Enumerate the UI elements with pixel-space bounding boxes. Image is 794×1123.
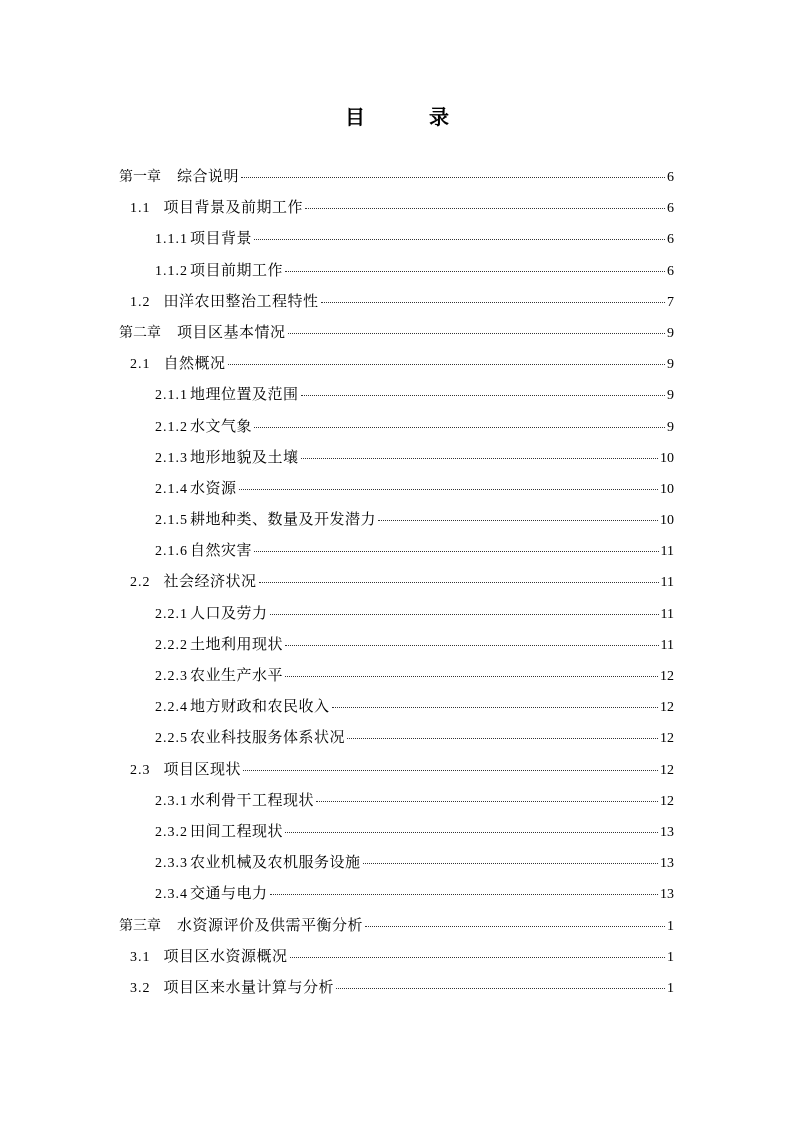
toc-entry-number: 2.2.4 — [155, 700, 188, 716]
toc-entry-number: 2.1.4 — [155, 481, 188, 497]
toc-entry-title: 地理位置及范围 — [190, 385, 299, 404]
toc-dot-leader — [378, 520, 658, 521]
toc-entry[interactable] — [119, 691, 674, 722]
toc-page-number: 6 — [667, 263, 674, 279]
toc-dot-leader — [336, 988, 665, 989]
toc-entry[interactable] — [119, 754, 674, 785]
toc-entry[interactable] — [119, 629, 674, 660]
toc-entry[interactable] — [119, 910, 674, 941]
toc-entry-heading — [155, 785, 314, 817]
toc-dot-leader — [254, 551, 659, 552]
toc-entry[interactable] — [119, 192, 674, 223]
toc-entry[interactable] — [119, 348, 674, 379]
toc-page-number: 12 — [660, 669, 674, 684]
toc-entry[interactable] — [119, 847, 674, 878]
toc-page-number: 1 — [667, 980, 674, 996]
toc-page-number: 10 — [660, 450, 674, 466]
toc-page-number: 10 — [660, 513, 674, 529]
toc-entry-number: 2.3.4 — [155, 887, 188, 903]
toc-entry-title: 项目背景及前期工作 — [163, 198, 304, 217]
toc-entry-heading — [155, 442, 299, 474]
toc-page-number: 9 — [667, 419, 674, 435]
toc-entry-number: 2.2.5 — [155, 731, 188, 747]
toc-entry[interactable] — [119, 785, 674, 816]
toc-entry-number: 2.1.2 — [155, 419, 188, 435]
toc-entry[interactable] — [119, 223, 674, 254]
toc-dot-leader — [301, 395, 665, 396]
toc-entry-heading — [130, 941, 288, 973]
toc-page-number: 13 — [660, 887, 674, 903]
toc-dot-leader — [243, 770, 658, 771]
toc-dot-leader — [301, 458, 658, 459]
toc-dot-leader — [285, 645, 659, 646]
toc-entry-title: 项目前期工作 — [190, 260, 284, 279]
toc-entry-title: 农业生产水平 — [190, 666, 284, 684]
toc-entry-heading — [155, 878, 268, 910]
toc-entry-title: 水文气象 — [190, 416, 253, 435]
toc-page-number: 13 — [660, 824, 674, 840]
toc-entry[interactable] — [119, 442, 674, 473]
toc-dot-leader — [316, 801, 658, 802]
toc-entry[interactable] — [119, 411, 674, 442]
toc-entry[interactable] — [119, 722, 674, 753]
toc-page-number: 6 — [667, 170, 674, 185]
toc-title: 目 录 — [345, 105, 471, 129]
toc-entry-heading — [130, 754, 241, 786]
toc-entry-heading — [155, 473, 237, 505]
toc-entry-title: 自然概况 — [163, 354, 226, 373]
toc-entry-number: 2.3.1 — [155, 793, 188, 809]
toc-entry-heading — [155, 847, 361, 879]
toc-dot-leader — [254, 427, 665, 428]
toc-entry[interactable] — [119, 535, 674, 566]
toc-page-number: 11 — [660, 637, 674, 653]
toc-dot-leader — [332, 707, 658, 708]
toc-entry-heading — [155, 722, 345, 754]
toc-entry[interactable] — [119, 972, 674, 1003]
toc-entry-heading — [119, 910, 363, 942]
toc-dot-leader — [285, 271, 665, 272]
toc-dot-leader — [228, 364, 665, 365]
toc-entry-title: 项目区基本情况 — [177, 322, 286, 341]
toc-entry-title: 项目区现状 — [163, 759, 242, 778]
toc-entry-title: 交通与电力 — [190, 884, 268, 903]
toc-entry-number: 1.1 — [130, 201, 151, 217]
toc-entry-title: 水资源 — [190, 478, 237, 497]
toc-entry-title: 人口及劳力 — [190, 603, 268, 622]
toc-page-number: 6 — [667, 232, 674, 248]
toc-page-number: 11 — [660, 575, 674, 591]
toc-entry-number: 2.1.5 — [155, 513, 188, 529]
toc-entry-number: 2.1.6 — [155, 544, 188, 560]
toc-entry-heading — [119, 161, 239, 193]
toc-entry-title: 综合说明 — [177, 167, 240, 185]
toc-page-number: 7 — [667, 294, 674, 310]
toc-entry-heading — [155, 598, 268, 630]
toc-dot-leader — [270, 614, 659, 615]
toc-page-number: 1 — [667, 918, 674, 934]
toc-entry-heading — [155, 379, 299, 411]
toc-page-number: 12 — [660, 731, 674, 747]
toc-entry-number: 3.2 — [130, 980, 151, 996]
toc-entry-title: 耕地种类、数量及开发潜力 — [190, 510, 377, 529]
toc-page-number: 9 — [667, 325, 674, 341]
toc-entry[interactable] — [119, 286, 674, 317]
toc-entry-title: 土地利用现状 — [190, 634, 284, 653]
toc-entry-title: 水利骨干工程现状 — [190, 790, 315, 809]
toc-entry[interactable] — [119, 598, 674, 629]
toc-entry-title: 田洋农田整治工程特性 — [163, 291, 319, 310]
toc-entry-number: 3.1 — [130, 949, 151, 965]
toc-entry-title: 地方财政和农民收入 — [190, 697, 330, 716]
toc-entry-title: 自然灾害 — [190, 541, 253, 560]
toc-dot-leader — [259, 582, 659, 583]
toc-entry-heading — [155, 816, 283, 848]
toc-entry-title: 田间工程现状 — [190, 821, 284, 840]
toc-dot-leader — [285, 676, 658, 677]
toc-dot-leader — [290, 957, 665, 958]
toc-entry-number: 2.1 — [130, 357, 151, 373]
toc-entry-title: 农业科技服务体系状况 — [190, 728, 346, 747]
toc-dot-leader — [347, 738, 658, 739]
toc-entry-number: 第二章 — [119, 325, 161, 341]
toc-entry[interactable] — [119, 660, 674, 691]
toc-dot-leader — [285, 832, 658, 833]
toc-entry-number: 第三章 — [119, 918, 161, 934]
toc-page-number: 12 — [660, 700, 674, 716]
toc-entry-number: 2.3.3 — [155, 856, 188, 872]
toc-entry-heading — [155, 255, 283, 287]
toc-entry[interactable] — [119, 941, 674, 972]
toc-entry-title: 水资源评价及供需平衡分析 — [177, 915, 364, 934]
toc-entry-heading — [155, 504, 376, 536]
toc-page-number: 10 — [660, 481, 674, 497]
toc-entry[interactable] — [119, 161, 674, 192]
toc-entry-number: 2.2 — [130, 575, 151, 591]
toc-dot-leader — [363, 863, 658, 864]
toc-entry-number: 2.3 — [130, 762, 151, 778]
toc-entry-heading — [155, 411, 252, 443]
toc-entry-title: 地形地貌及土壤 — [190, 447, 299, 466]
toc-entry-number: 1.1.2 — [155, 263, 188, 279]
toc-page-number: 6 — [667, 201, 674, 217]
toc-entry-heading — [119, 317, 286, 349]
toc-entry-number: 2.2.2 — [155, 637, 188, 653]
toc-entry[interactable] — [119, 473, 674, 504]
toc-entry-heading — [155, 535, 252, 567]
toc-page-number: 11 — [660, 606, 674, 622]
toc-entry-heading — [130, 566, 257, 598]
toc-entry-heading — [155, 223, 252, 255]
toc-entry-number: 1.1.1 — [155, 232, 188, 248]
toc-page-number: 9 — [667, 388, 674, 404]
toc-entry-number: 2.1.3 — [155, 450, 188, 466]
toc-dot-leader — [241, 177, 665, 178]
toc-entry-number: 2.3.2 — [155, 824, 188, 840]
toc-entry[interactable] — [119, 255, 674, 286]
toc-dot-leader — [288, 333, 665, 334]
toc-dot-leader — [270, 894, 658, 895]
toc-entry-heading — [155, 660, 283, 692]
toc-dot-leader — [365, 926, 665, 927]
toc-entry-heading — [130, 286, 319, 318]
toc-page-number: 13 — [660, 856, 674, 872]
toc-entry-number: 2.1.1 — [155, 388, 188, 404]
toc-page-number: 12 — [660, 793, 674, 809]
toc-entry-title: 项目区来水量计算与分析 — [163, 977, 335, 996]
toc-entry-heading — [155, 629, 283, 661]
toc-entry-number: 第一章 — [119, 170, 161, 185]
toc-page-number: 12 — [660, 762, 674, 778]
toc-entry-heading — [155, 691, 330, 723]
toc-entry-number: 2.2.1 — [155, 606, 188, 622]
toc-entry-heading — [130, 348, 226, 380]
toc-page-number: 11 — [660, 544, 674, 560]
toc-dot-leader — [254, 239, 665, 240]
toc-entry[interactable] — [119, 317, 674, 348]
toc-dot-leader — [239, 489, 658, 490]
table-of-contents — [119, 161, 674, 1003]
toc-entry-title: 项目区水资源概况 — [163, 946, 288, 965]
toc-entry[interactable] — [119, 504, 674, 535]
toc-entry[interactable] — [119, 379, 674, 410]
toc-entry-title: 项目背景 — [190, 229, 253, 248]
toc-dot-leader — [321, 302, 665, 303]
toc-entry-title: 农业机械及农机服务设施 — [190, 853, 361, 872]
toc-dot-leader — [305, 208, 665, 209]
toc-page-number: 9 — [667, 357, 674, 373]
toc-entry-number: 1.2 — [130, 294, 151, 310]
toc-entry-heading — [130, 972, 334, 1004]
toc-entry-title: 社会经济状况 — [163, 572, 257, 591]
toc-page-number: 1 — [667, 949, 674, 965]
toc-entry[interactable] — [119, 878, 674, 909]
toc-entry[interactable] — [119, 816, 674, 847]
toc-entry-number: 2.2.3 — [155, 669, 188, 684]
toc-entry[interactable] — [119, 566, 674, 597]
toc-entry-heading — [130, 192, 303, 224]
